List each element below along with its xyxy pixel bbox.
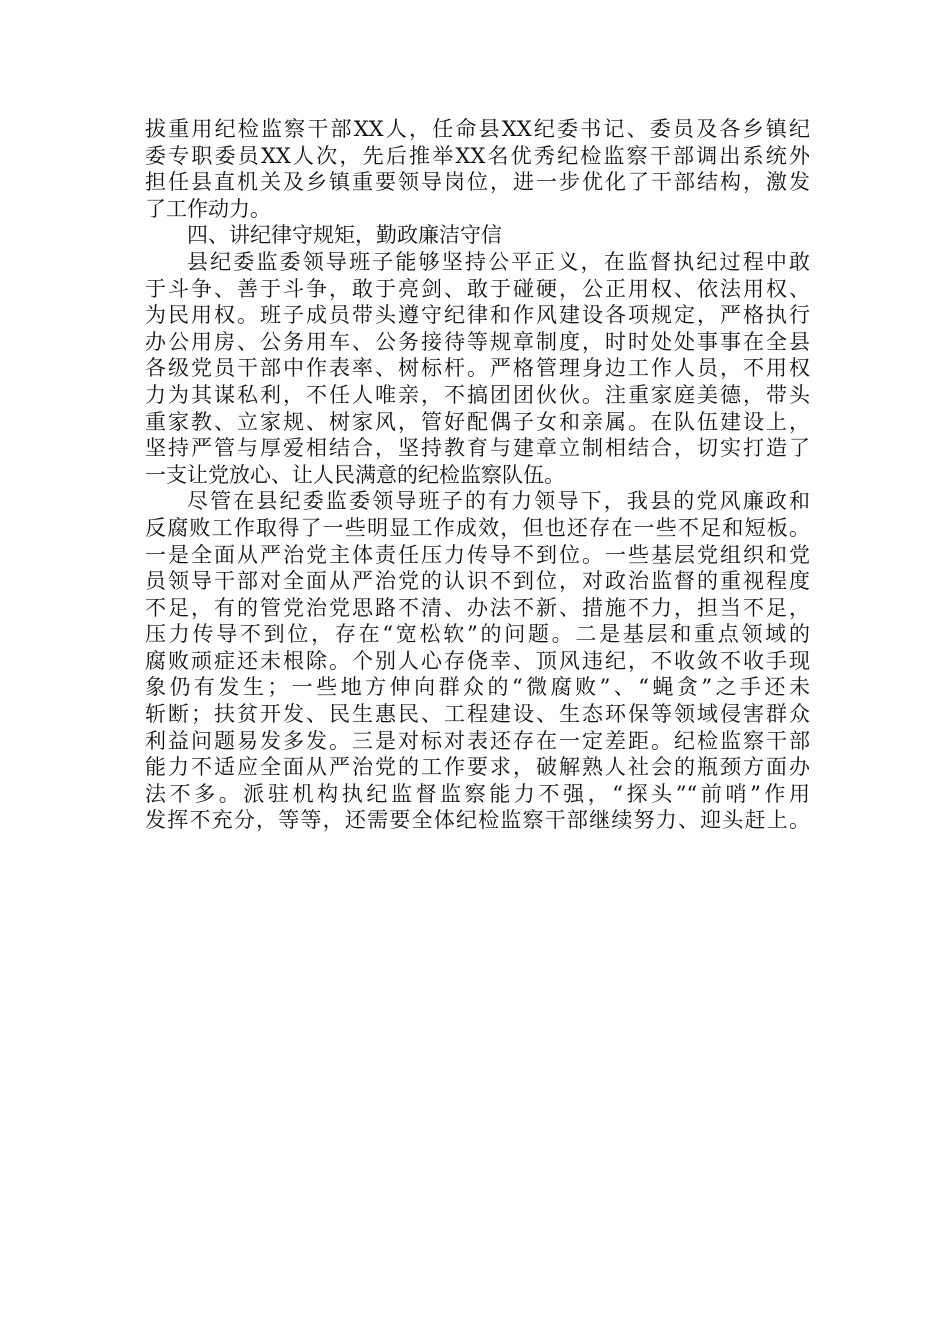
text-line: 坚持严管与厚爱相结合，坚持教育与建章立制相结合，切实打造了 bbox=[145, 436, 810, 461]
text-line: 发挥不充分，等等，还需要全体纪检监察干部继续努力、迎头赶上。 bbox=[145, 808, 810, 833]
text-line: 各级党员干部中作表率、树标杆。严格管理身边工作人员，不用权 bbox=[145, 356, 810, 381]
text-line: 为民用权。班子成员带头遵守纪律和作风建设各项规定，严格执行 bbox=[145, 303, 810, 328]
text-line: 委专职委员XX人次，先后推举XX名优秀纪检监察干部调出系统外 bbox=[145, 143, 810, 168]
paragraph-personnel bbox=[145, 116, 810, 222]
text-line: 拔重用纪检监察干部XX人，任命县XX纪委书记、委员及各乡镇纪 bbox=[145, 117, 810, 141]
text-line: 斩断；扶贫开发、民生惠民、工程建设、生态环保等领域侵害群众 bbox=[145, 702, 810, 727]
text-line: 压力传导不到位，存在“宽松软”的问题。二是基层和重点领域的 bbox=[145, 622, 810, 647]
paragraph-discipline bbox=[145, 249, 810, 488]
text-line: 不足，有的管党治党思路不清、办法不新、措施不力，担当不足， bbox=[145, 595, 810, 620]
text-line: 象仍有发生；一些地方伸向群众的“微腐败”、“蝇贪”之手还未 bbox=[145, 675, 810, 700]
text-line: 一支让党放心、让人民满意的纪检监察队伍。 bbox=[145, 462, 565, 487]
text-line: 于斗争、善于斗争，敢于亮剑、敢于碰硬，公正用权、依法用权、 bbox=[145, 276, 810, 301]
section-heading-text: 四、讲纪律守规矩，勤政廉洁守信 bbox=[187, 223, 502, 248]
text-line: 尽管在县纪委监委领导班子的有力领导下，我县的党风廉政和 bbox=[187, 489, 810, 514]
text-line: 办公用房、公务用车、公务接待等规章制度，时时处处事事在全县 bbox=[145, 329, 810, 354]
text-line: 腐败顽症还未根除。个别人心存侥幸、顶风违纪，不收敛不收手现 bbox=[145, 648, 810, 673]
text-line: 力为其谋私利，不任人唯亲，不搞团团伙伙。注重家庭美德，带头 bbox=[145, 382, 810, 407]
document-body bbox=[145, 116, 810, 834]
text-line: 利益问题易发多发。三是对标对表还存在一定差距。纪检监察干部 bbox=[145, 728, 810, 753]
text-line: 县纪委监委领导班子能够坚持公平正义，在监督执纪过程中敢 bbox=[187, 249, 810, 274]
text-line: 员领导干部对全面从严治党的认识不到位，对政治监督的重视程度 bbox=[145, 569, 810, 594]
text-line: 一是全面从严治党主体责任压力传导不到位。一些基层党组织和党 bbox=[145, 542, 810, 567]
text-line: 了工作动力。 bbox=[145, 196, 271, 221]
text-line: 反腐败工作取得了一些明显工作成效，但也还存在一些不足和短板。 bbox=[145, 515, 810, 540]
section-heading-4 bbox=[145, 222, 810, 249]
text-line: 法不多。派驻机构执纪监督监察能力不强，“探头”“前哨”作用 bbox=[145, 781, 810, 806]
text-line: 重家教、立家规、树家风，管好配偶子女和亲属。在队伍建设上， bbox=[145, 409, 810, 434]
paragraph-shortcomings bbox=[145, 488, 810, 834]
text-line: 担任县直机关及乡镇重要领导岗位，进一步优化了干部结构，激发 bbox=[145, 170, 810, 195]
text-line: 能力不适应全面从严治党的工作要求，破解熟人社会的瓶颈方面办 bbox=[145, 755, 810, 780]
